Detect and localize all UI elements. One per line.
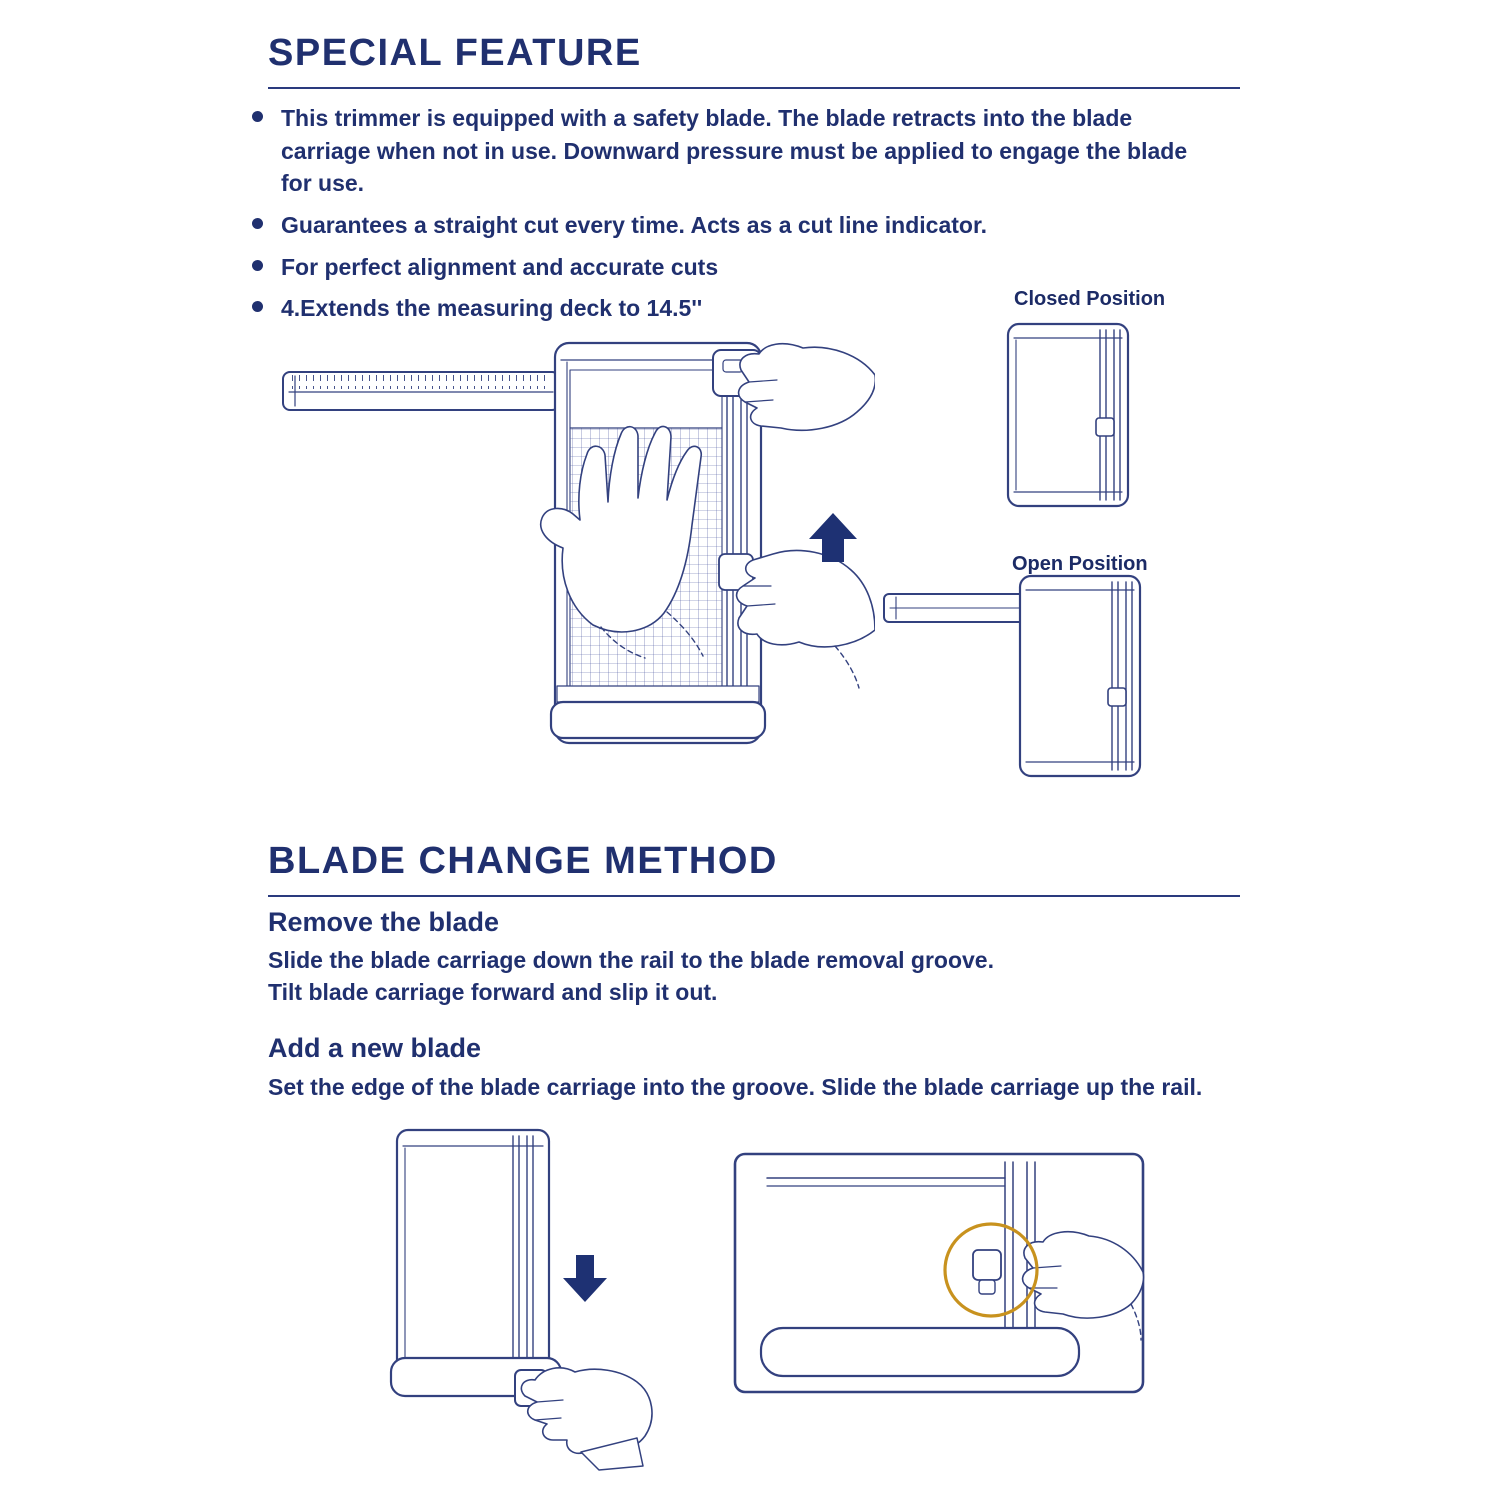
bullet-item bbox=[252, 209, 1212, 242]
hand-icon bbox=[739, 344, 875, 431]
bullet-dot bbox=[252, 260, 263, 271]
remove-blade-line1: Slide the blade carriage down the rail to the blade removal groove. bbox=[268, 947, 994, 973]
special-feature-title: SPECIAL FEATURE bbox=[268, 32, 1240, 89]
blade-carriage bbox=[973, 1250, 1001, 1280]
bullet-text: For perfect alignment and accurate cuts bbox=[281, 253, 719, 280]
rail-clip bbox=[1108, 688, 1126, 706]
bullet-item bbox=[252, 102, 1212, 200]
add-blade-line1: Set the edge of the blade carriage into the groove. Slide the blade carriage up the rail. bbox=[268, 1074, 1203, 1100]
add-blade-heading: Add a new blade bbox=[268, 1033, 482, 1063]
trimmer-usage-illustration bbox=[275, 330, 875, 800]
rail-clip bbox=[1096, 418, 1114, 436]
remove-blade-illustration bbox=[385, 1118, 675, 1473]
ruler-arm bbox=[283, 372, 559, 410]
bullet-text: 4.Extends the measuring deck to 14.5'' bbox=[281, 295, 703, 322]
hand-icon bbox=[521, 1368, 652, 1470]
bullet-dot bbox=[252, 111, 263, 122]
bullet-text: Guarantees a straight cut every time. Acts as a cut line indicator. bbox=[281, 211, 988, 238]
down-arrow-icon bbox=[563, 1255, 607, 1302]
open-position-illustration bbox=[878, 568, 1148, 783]
blade-groove-detail-illustration bbox=[733, 1152, 1145, 1394]
bullet-dot bbox=[252, 218, 263, 229]
closed-position-label: Closed Position bbox=[1014, 288, 1166, 310]
blade-change-title: BLADE CHANGE METHOD bbox=[268, 840, 1240, 897]
bullet-dot bbox=[252, 301, 263, 312]
open-position-label: Open Position bbox=[1012, 553, 1148, 575]
bullet-text: This trimmer is equipped with a safety blade. The blade retracts into the blade carriage when not in use. Downward pressure must be applied to engage the blade for use. bbox=[281, 105, 1188, 197]
remove-blade-heading: Remove the blade bbox=[268, 907, 500, 937]
remove-blade-line2: Tilt blade carriage forward and slip it out. bbox=[268, 979, 718, 1005]
closed-position-illustration bbox=[1002, 316, 1147, 521]
bullet-item bbox=[252, 251, 1212, 284]
